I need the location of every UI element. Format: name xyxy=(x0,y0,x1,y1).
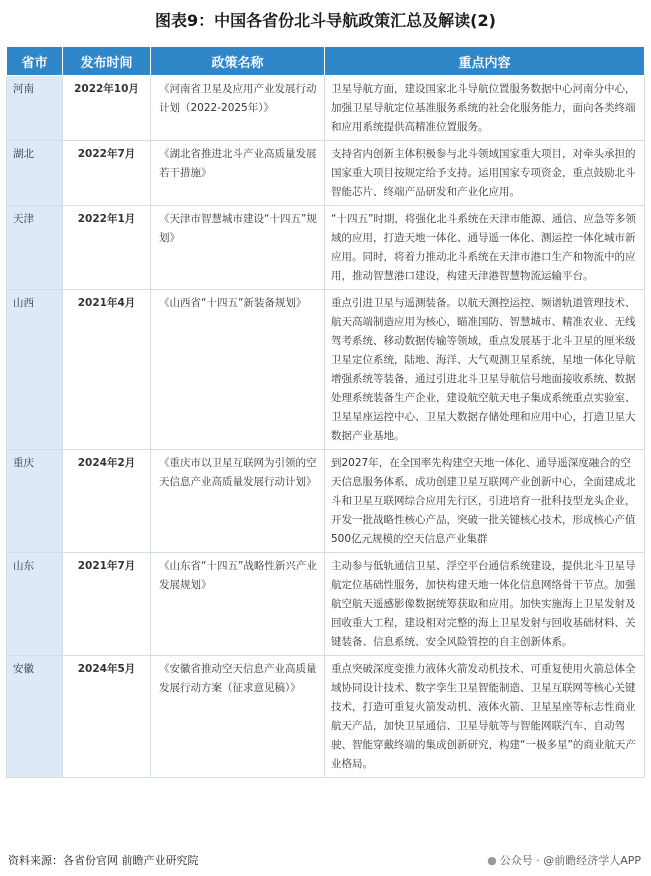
policy-name-cell: 《河南省卫星及应用产业发展行动计划（2022-2025年）》 xyxy=(151,76,325,141)
policy-name-cell: 《湖北省推进北斗产业高质量发展若干措施》 xyxy=(151,141,325,206)
date-cell: 2022年1月 xyxy=(63,206,151,290)
province-cell: 安徽 xyxy=(7,656,63,778)
watermark xyxy=(487,852,641,868)
date-cell: 2024年2月 xyxy=(63,450,151,553)
date-cell: 2022年10月 xyxy=(63,76,151,141)
province-cell: 湖北 xyxy=(7,141,63,206)
province-cell: 山东 xyxy=(7,553,63,656)
province-cell: 山西 xyxy=(7,290,63,450)
province-cell: 重庆 xyxy=(7,450,63,553)
content-cell: 到2027年，在全国率先构建空天地一体化、通导遥深度融合的空天信息服务体系，成功创建卫星互联网产业创新中心，全面建成北斗和卫星互联网综合应用先行区，引进培育一批科技型龙头企业，开发一批战略性核心产品，突破一批关键核心技术，形成核心产值500亿元规模的空天信息产业集群 xyxy=(325,450,645,553)
header-policy-name: 政策名称 xyxy=(151,47,325,76)
wechat-icon: ● xyxy=(487,854,497,867)
content-cell: 重点引进卫星与遥测装备。以航天测控运控、频谱轨道管理技术、航天高端制造应用为核心，瞄准国防、智慧城市、精准农业、无线驾考系统、移动数据传输等领域，重点发展基于北斗卫星的厘米级卫星定位系统，陆地、海洋、大气观测卫星系统，星地一体化导航增强系统等装备，通过引进北斗卫星导航信号地面接收系统、数据处理系统装备生产企业，建设航空航天电子集成系统重点实验室、卫星星座运控中心、卫星大数据存储处理和应用中心，打造卫星大数据产业基地。 xyxy=(325,290,645,450)
watermark-text: 公众号 · @前瞻经济学人APP xyxy=(499,854,641,867)
content-cell: 重点突破深度变推力液体火箭发动机技术、可重复使用火箭总体全域协同设计技术、数字孪生卫星智能制造、卫星互联网等核心关键技术，打造可重复火箭发动机、液体火箭、卫星星座等标志性商业航天产品，加快卫星通信、卫星导航等与智能网联汽车、自动驾驶、智能穿戴终端的集成创新研究，构建“一极多星”的商业航天产业格局。 xyxy=(325,656,645,778)
content-cell: 卫星导航方面，建设国家北斗导航位置服务数据中心河南分中心，加强卫星导航定位基准服务系统的社会化服务能力，面向各类终端和应用系统提供高精准位置服务。 xyxy=(325,76,645,141)
content-cell: 支持省内创新主体积极参与北斗领域国家重大项目，对牵头承担的国家重大项目按规定给予支持。运用国家专项资金，重点鼓励北斗智能芯片、终端产品研发和产业化应用。 xyxy=(325,141,645,206)
table-row xyxy=(7,76,645,141)
table-row xyxy=(7,206,645,290)
table-row xyxy=(7,290,645,450)
date-cell: 2022年7月 xyxy=(63,141,151,206)
date-cell: 2021年7月 xyxy=(63,553,151,656)
date-cell: 2024年5月 xyxy=(63,656,151,778)
date-cell: 2021年4月 xyxy=(63,290,151,450)
header-date: 发布时间 xyxy=(63,47,151,76)
header-key-content: 重点内容 xyxy=(325,47,645,76)
policy-name-cell: 《山东省“十四五”战略性新兴产业发展规划》 xyxy=(151,553,325,656)
policy-name-cell: 《安徽省推动空天信息产业高质量发展行动方案（征求意见稿）》 xyxy=(151,656,325,778)
chart-title: 图表9：中国各省份北斗导航政策汇总及解读(2) xyxy=(155,11,496,30)
policy-name-cell: 《重庆市以卫星互联网为引领的空天信息产业高质量发展行动计划》 xyxy=(151,450,325,553)
policy-table xyxy=(6,46,645,778)
policy-name-cell: 《天津市智慧城市建设“十四五”规划》 xyxy=(151,206,325,290)
header-province: 省市 xyxy=(7,47,63,76)
table-row xyxy=(7,141,645,206)
content-cell: 主动参与低轨通信卫星、浮空平台通信系统建设，提供北斗卫星导航定位基础性服务，加快构建天地一体化信息网络骨干节点。加强航空航天遥感影像数据统筹获取和应用。加快实施海上卫星发射及回收重大工程，建设相对完整的海上卫星发射与回收基础材料、关键装备、信息系统、安全风险管控的自主创新体系。 xyxy=(325,553,645,656)
table-row xyxy=(7,553,645,656)
policy-name-cell: 《山西省“十四五”新装备规划》 xyxy=(151,290,325,450)
content-cell: “十四五”时期，将强化北斗系统在天津市能源、通信、应急等多领域的应用，打造天地一体化、通导遥一体化、测运控一体化城市新应用。同时，将着力推动北斗系统在天津市港口生产和物流中的应用，推动智慧港口建设，构建天津港智慧物流运输平台。 xyxy=(325,206,645,290)
province-cell: 天津 xyxy=(7,206,63,290)
table-header-row xyxy=(7,47,645,76)
table-row xyxy=(7,656,645,778)
province-cell: 河南 xyxy=(7,76,63,141)
table-row xyxy=(7,450,645,553)
data-source-note: 资料来源：各省份官网 前瞻产业研究院 xyxy=(8,854,199,867)
